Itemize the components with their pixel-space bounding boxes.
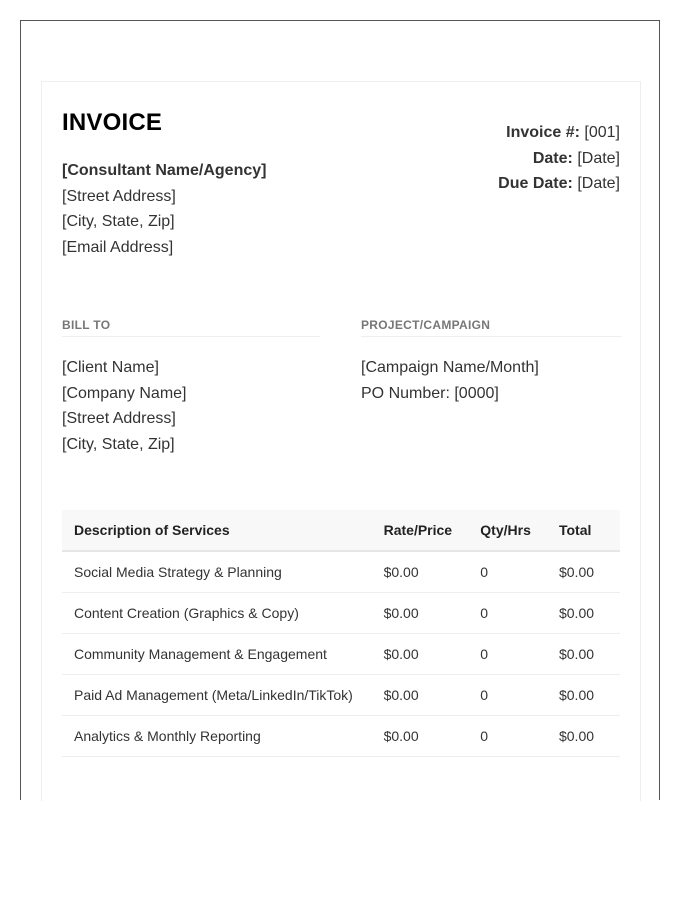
consultant-street: [Street Address] — [62, 187, 176, 205]
row-total: $0.00 — [547, 593, 620, 634]
table-row — [62, 634, 620, 675]
table-row — [62, 551, 620, 593]
row-description: Social Media Strategy & Planning — [62, 551, 372, 593]
due-date-value: [Date] — [577, 175, 620, 193]
header-rate: Rate/Price — [372, 510, 469, 551]
header-total: Total — [547, 510, 620, 551]
project-details — [361, 355, 621, 406]
table-header-row — [62, 510, 620, 551]
row-rate: $0.00 — [372, 593, 469, 634]
project-section — [361, 318, 621, 406]
row-qty: 0 — [468, 551, 547, 593]
client-street: [Street Address] — [62, 410, 176, 428]
campaign-name: [Campaign Name/Month] — [361, 359, 539, 376]
row-description: Analytics & Monthly Reporting — [62, 716, 372, 757]
consultant-email: [Email Address] — [62, 238, 174, 256]
row-total: $0.00 — [547, 716, 620, 757]
row-qty: 0 — [468, 593, 547, 634]
invoice-number-value: [001] — [584, 124, 620, 141]
invoice-number-line — [498, 120, 620, 146]
bill-to-heading: BILL TO — [62, 318, 320, 337]
consultant-details — [62, 158, 266, 260]
document-frame — [20, 20, 660, 800]
due-date-label: Due Date: — [498, 175, 573, 193]
client-city: [City, State, Zip] — [62, 435, 175, 453]
consultant-name: [Consultant Name/Agency] — [62, 162, 267, 179]
row-rate: $0.00 — [372, 675, 469, 716]
invoice-date-line — [498, 146, 620, 172]
invoice-date-value: [Date] — [577, 149, 620, 167]
row-rate: $0.00 — [372, 551, 469, 593]
table-row — [62, 593, 620, 634]
header-qty: Qty/Hrs — [468, 510, 547, 551]
row-description: Paid Ad Management (Meta/LinkedIn/TikTok) — [62, 675, 372, 716]
invoice-date-label: Date: — [532, 149, 573, 167]
table-row — [62, 675, 620, 716]
row-rate: $0.00 — [372, 716, 469, 757]
row-description: Community Management & Engagement — [62, 634, 372, 675]
invoice-sheet — [41, 81, 641, 801]
invoice-title: INVOICE — [62, 109, 163, 136]
row-total: $0.00 — [547, 551, 620, 593]
invoice-number-label: Invoice #: — [506, 124, 580, 141]
row-qty: 0 — [468, 675, 547, 716]
bill-to-section — [62, 318, 320, 457]
due-date-line — [498, 171, 620, 197]
row-total: $0.00 — [547, 675, 620, 716]
header-description: Description of Services — [62, 510, 372, 551]
row-rate: $0.00 — [372, 634, 469, 675]
services-table — [62, 510, 620, 757]
project-heading: PROJECT/CAMPAIGN — [361, 318, 621, 337]
consultant-city: [City, State, Zip] — [62, 213, 175, 231]
company-name: [Company Name] — [62, 384, 187, 402]
row-description: Content Creation (Graphics & Copy) — [62, 593, 372, 634]
row-qty: 0 — [468, 634, 547, 675]
row-qty: 0 — [468, 716, 547, 757]
client-name: [Client Name] — [62, 359, 159, 376]
bill-to-details — [62, 355, 320, 457]
table-row — [62, 716, 620, 757]
invoice-meta — [498, 120, 620, 197]
row-total: $0.00 — [547, 634, 620, 675]
po-number: PO Number: [0000] — [361, 384, 499, 402]
